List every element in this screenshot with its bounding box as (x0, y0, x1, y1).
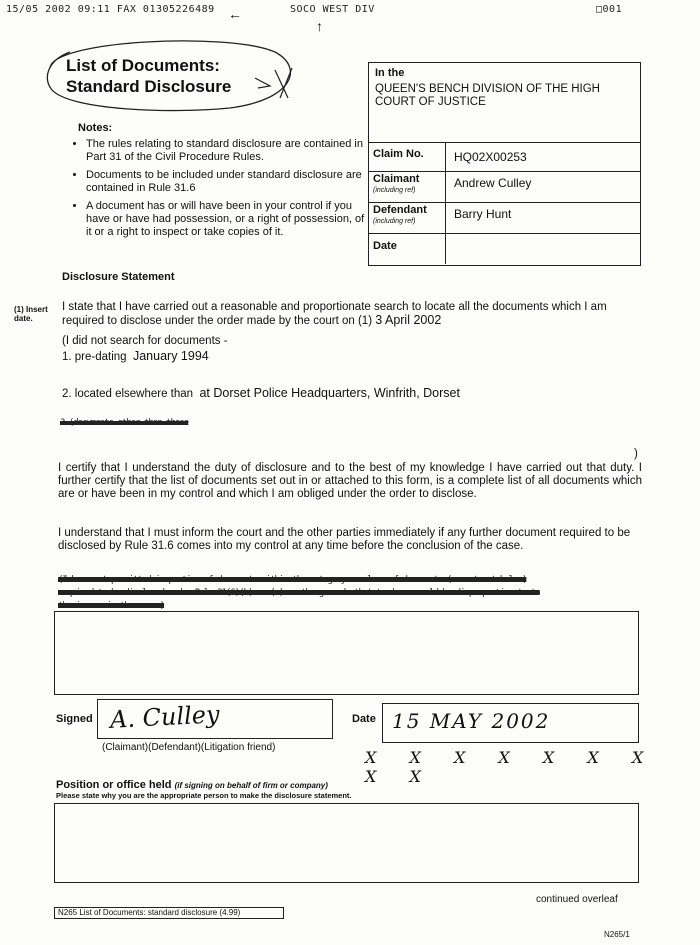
claim-no-row (369, 143, 640, 172)
court-in-label: In the (375, 67, 405, 79)
struck-out-inspection-paragraph: (I have not permitted inspection of documents within the category or class of documents (as set out below) required to be disclosed under Rule 31(6)(b) or (c) on the grounds that to do so would be disproportionate to the issues in the case.) (58, 575, 540, 611)
position-box (54, 803, 639, 883)
note-item: • The rules relating to standard disclosure are contained in Part 31 of the Civil Procedure Rules. (86, 138, 371, 164)
claim-no-value: HQ02X00253 (454, 150, 527, 164)
fax-page-number: □001 (596, 4, 623, 15)
disclosure-statement-heading: Disclosure Statement (62, 271, 175, 283)
fax-header-center: SOCO WEST DIV (290, 4, 375, 15)
fax-header-left: 15/05 2002 09:11 FAX 01305226489 (6, 4, 215, 15)
signatory-role: (Claimant)(Defendant)(Litigation friend) (102, 742, 276, 753)
date-row (369, 234, 640, 264)
note-item: • Documents to be included under standard disclosure are contained in Rule 31.6 (86, 169, 371, 195)
date-value (446, 234, 462, 264)
date-label: Date (369, 234, 446, 264)
located-line: 2. located elsewhere than at Dorset Police Headquarters, Winfrith, Dorset (62, 386, 460, 400)
position-instruction: Please state why you are the appropriate person to make the disclosure statement. (56, 791, 352, 800)
page-reference: N265/1 (604, 930, 630, 939)
order-date: 3 April 2002 (375, 313, 442, 327)
pre-dating-value: January 1994 (132, 349, 209, 363)
court-name-cell (369, 63, 640, 143)
form-reference: N265 List of Documents: standard disclosure (4.99) (54, 907, 284, 919)
inform-paragraph: I understand that I must inform the court and the other parties immediately if any further document required to be disclosed by Rule 31.6 comes into my control at any time before the conclusion of the case. (58, 527, 631, 552)
page-title: List of Documents: Standard Disclosure (66, 56, 232, 96)
defendant-label: Defendant (including ref) (369, 203, 446, 233)
claim-no-label: Claim No. (369, 143, 446, 171)
note-item: • A document has or will have been in your control if you have or have had possession, or a right of possession, of it or a right to inspect or take copies of it. (86, 200, 371, 239)
arrow-up-icon: ↑ (316, 18, 323, 34)
arrow-left-icon: ← (228, 6, 242, 22)
continued-overleaf: continued overleaf (536, 894, 618, 905)
position-label: Position or office held (if signing on behalf of firm or company) (56, 779, 328, 791)
certify-paragraph: I certify that I understand the duty of disclosure and to the best of my knowledge I have carried out that duty. I further certify that the list of documents set out in or attached to this form, is a complete list of all documents which are or have been in my control and which I am obliged under the order to disclose. (58, 462, 642, 500)
signed-label: Signed (56, 713, 93, 725)
closing-parenthesis: ) (634, 448, 638, 460)
claimant-label: Claimant (including ref) (369, 172, 446, 202)
margin-note-insert-date: (1) Insert date. (14, 305, 48, 323)
pre-dating-line: 1. pre-dating January 1994 (62, 349, 209, 363)
claimant-value: Andrew Culley (454, 176, 532, 190)
claimant-row (369, 172, 640, 203)
inspection-details-box (54, 611, 639, 695)
court-name: QUEEN'S BENCH DIVISION OF THE HIGH COURT OF JUSTICE (375, 83, 600, 108)
court-details-box (368, 62, 641, 266)
search-statement: I state that I have carried out a reasonable and proportionate search to locate all the documents which I am required to disclose under the order made by the court on (1) 3 April 2002 (62, 301, 607, 327)
notes-heading: Notes: (78, 122, 113, 134)
located-value: at Dorset Police Headquarters, Winfrith, Dorset (199, 386, 460, 400)
defendant-row (369, 203, 640, 234)
handwritten-crosses: X X X X X X X X X (365, 748, 658, 786)
handwritten-signature: A. Culley (109, 700, 221, 734)
handwritten-date: 15 MAY 2002 (392, 709, 551, 733)
notes-list (72, 138, 371, 244)
defendant-value: Barry Hunt (454, 207, 512, 221)
did-not-search-line: (I did not search for documents - (62, 335, 228, 347)
signature-date-label: Date (352, 713, 376, 725)
struck-out-clause: 3.(documents other than those (60, 418, 189, 428)
